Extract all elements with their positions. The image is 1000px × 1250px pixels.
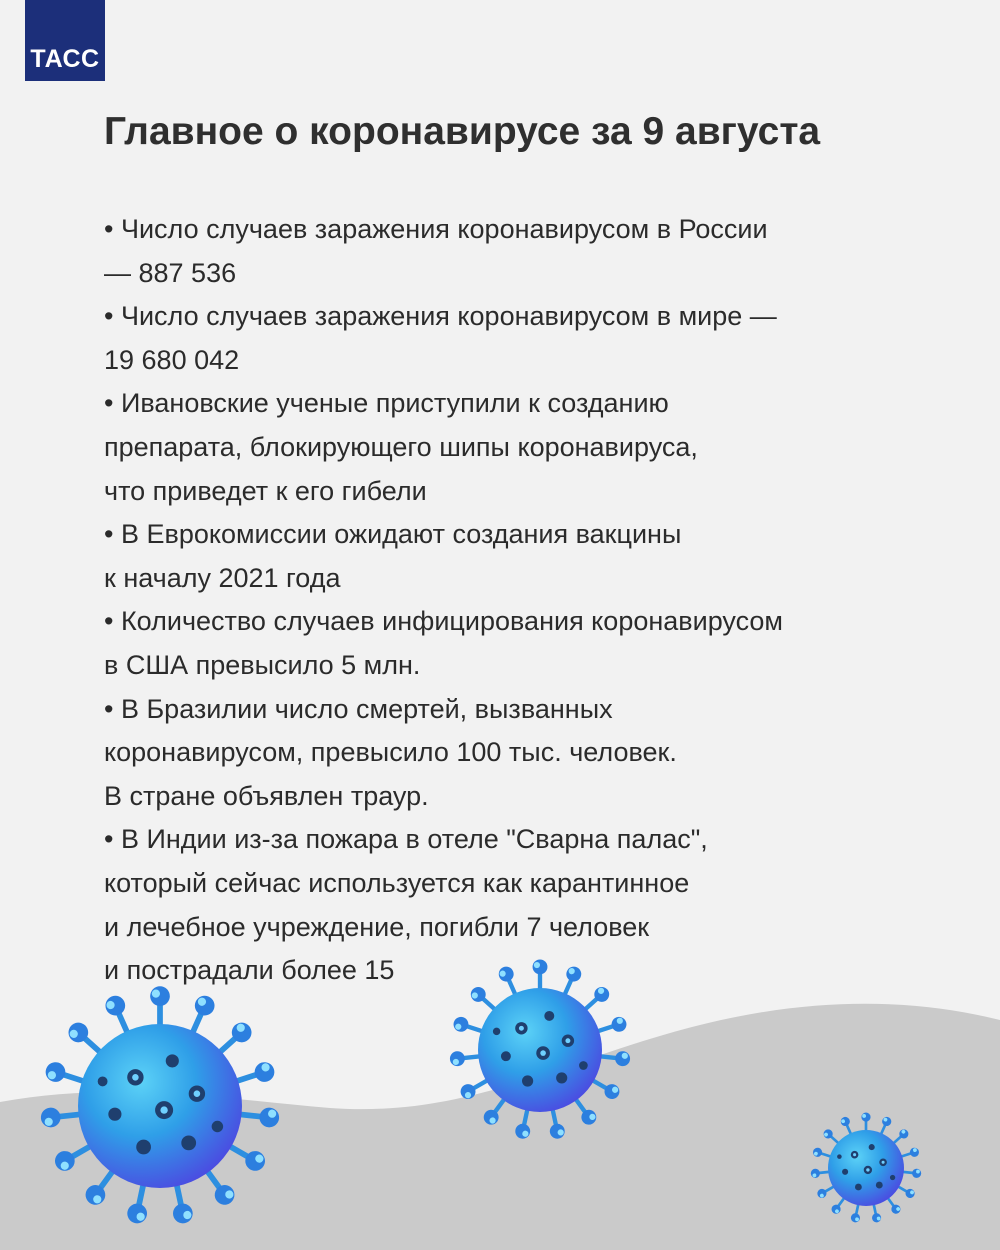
page-title: Главное о коронавирусе за 9 августа bbox=[104, 110, 821, 153]
list-item: • В Бразилии число смертей, вызванных коронавирусом, превысило 100 тыс. человек. В стране объявлен траур. bbox=[104, 693, 677, 811]
tass-logo bbox=[25, 0, 105, 81]
list-item: • Число случаев заражения коронавирусом в России — 887 536 bbox=[104, 214, 768, 288]
coronavirus-illustration bbox=[40, 986, 280, 1225]
list-item: • Ивановские ученые приступили к созданию препарата, блокирующего шипы коронавируса, что приведет к его гибели bbox=[104, 388, 698, 506]
logo-text: ТАСС bbox=[30, 45, 100, 73]
list-item: • В Еврокомиссии ожидают создания вакцины к началу 2021 года bbox=[104, 519, 682, 593]
coronavirus-illustration bbox=[810, 1113, 921, 1224]
list-item: • Количество случаев инфицирования коронавирусом в США превысило 5 млн. bbox=[104, 606, 783, 680]
grey-wave bbox=[0, 1004, 1000, 1250]
list-item: • В Индии из-за пожара в отеле "Сварна палас", который сейчас используется как карантинное и лечебное учреждение, погибли 7 человек и пострадали более 15 bbox=[104, 824, 708, 986]
news-list bbox=[104, 208, 904, 993]
list-item: • Число случаев заражения коронавирусом в мире — 19 680 042 bbox=[104, 301, 777, 375]
